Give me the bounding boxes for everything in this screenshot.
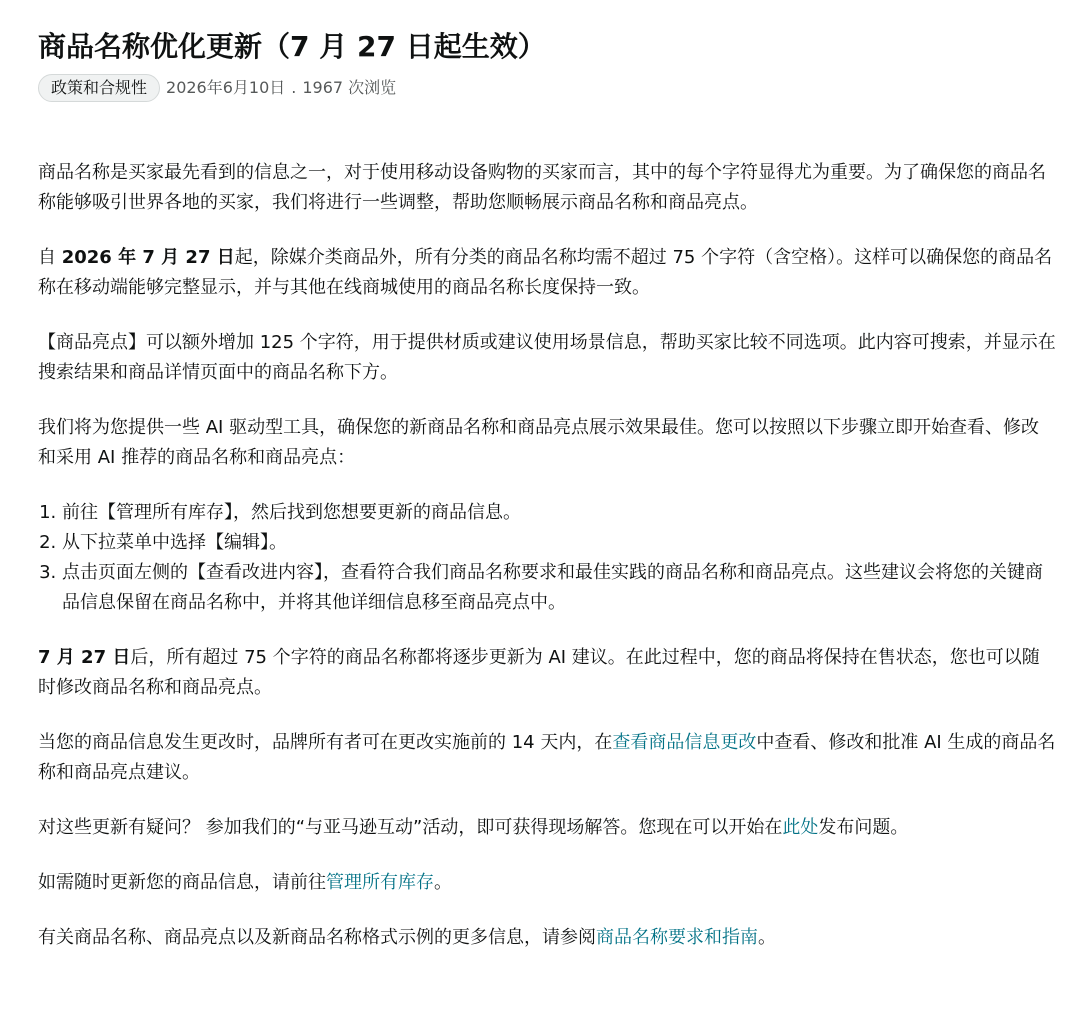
step-item: 2. 从下拉菜单中选择【编辑】。 (62, 528, 1056, 558)
view-count: 1967 次浏览 (302, 78, 397, 97)
p7-before: 对这些更新有疑问？ 参加我们的“与亚马逊互动”活动，即可获得现场解答。您现在可以开始在 (38, 817, 783, 838)
effective-date-bold: 2026 年 7 月 27 日 (61, 247, 235, 268)
p9-after: 。 (758, 927, 776, 948)
article-body (38, 158, 1060, 953)
p6-after: 中查看、修改和批准 AI 生成的商品名称和商品亮点建议。 (38, 732, 1056, 783)
step-item: 1. 前往【管理所有库存】，然后找到您想要更新的商品信息。 (62, 498, 1056, 528)
article-title: 商品名称优化更新（7 月 27 日起生效） (38, 30, 546, 63)
paragraph-ai-tools: 我们将为您提供一些 AI 驱动型工具，确保您的新商品名称和商品亮点展示效果最佳。您可以按照以下步骤立即开始查看、修改和采用 AI 推荐的商品名称和商品亮点： (38, 417, 1040, 468)
p5-rest: 后，所有超过 75 个字符的商品名称都将逐步更新为 AI 建议。在此过程中，您的商品将保持在售状态，您也可以随时修改商品名称和商品亮点。 (38, 647, 1040, 698)
p6-before: 当您的商品信息发生更改时，品牌所有者可在更改实施前的 14 天内，在 (38, 732, 613, 753)
p9-before: 有关商品名称、商品亮点以及新商品名称格式示例的更多信息，请参阅 (38, 927, 596, 948)
meta-separator: . (291, 78, 297, 97)
p7-after: 发布问题。 (818, 817, 909, 838)
publish-date: 2026年6月10日 (166, 78, 286, 97)
p8-after: 。 (434, 872, 452, 893)
paragraph-brand-owner (38, 728, 1056, 788)
step-item: 3. 点击页面左侧的【查看改进内容】，查看符合我们商品名称要求和最佳实践的商品名称和商品亮点。这些建议会将您的关键商品信息保留在商品名称中，并将其他详细信息移至商品亮点中。 (62, 558, 1056, 618)
p2-rest: 起，除媒介类商品外，所有分类的商品名称均需不超过 75 个字符（含空格）。这样可以确保您的商品名称在移动端能够完整显示，并与其他在线商城使用的商品名称长度保持一致。 (38, 247, 1053, 298)
manage-inventory-link[interactable]: 管理所有库存 (326, 872, 434, 893)
paragraph-intro: 商品名称是买家最先看到的信息之一，对于使用移动设备购物的买家而言，其中的每个字符显得尤为重要。为了确保您的商品名称能够吸引世界各地的买家，我们将进行一些调整，帮助您顺畅展示商品名称和商品亮点。 (38, 162, 1046, 213)
auto-update-date-bold: 7 月 27 日 (38, 647, 131, 668)
article-meta (38, 74, 1060, 102)
paragraph-effective-date (38, 243, 1056, 303)
paragraph-more-info (38, 923, 1056, 953)
view-listing-changes-link[interactable]: 查看商品信息更改 (612, 732, 757, 753)
paragraph-manage-inventory (38, 868, 1056, 898)
steps-list (38, 498, 1056, 618)
p8-before: 如需随时更新您的商品信息，请前往 (38, 872, 326, 893)
p2-prefix: 自 (38, 247, 62, 268)
paragraph-auto-update (38, 643, 1056, 703)
paragraph-highlights: 【商品亮点】可以额外增加 125 个字符，用于提供材质或建议使用场景信息，帮助买家比较不同选项。此内容可搜索，并显示在搜索结果和商品详情页面中的商品名称下方。 (38, 332, 1056, 383)
category-tag[interactable]: 政策和合规性 (38, 74, 160, 102)
paragraph-questions (38, 813, 1056, 843)
post-question-link[interactable]: 此处 (782, 817, 819, 838)
title-requirements-link[interactable]: 商品名称要求和指南 (596, 927, 758, 948)
